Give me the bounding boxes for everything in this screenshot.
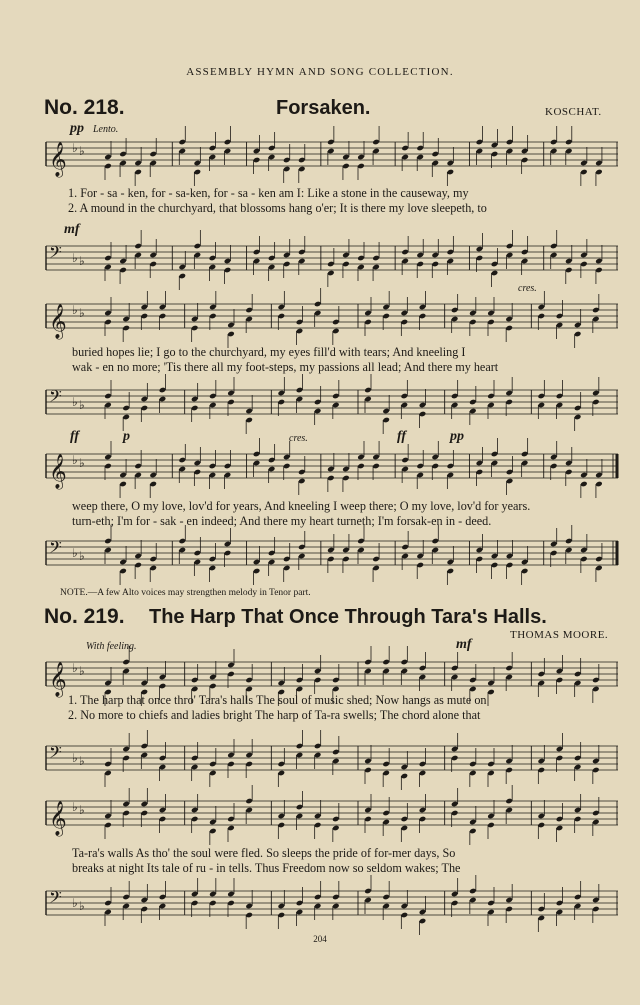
svg-text:♭: ♭ (72, 751, 78, 766)
svg-text:♭: ♭ (79, 549, 85, 564)
dynamic-p: p (123, 429, 130, 444)
svg-text:♭: ♭ (79, 899, 85, 914)
svg-text:♭: ♭ (72, 395, 78, 410)
hymn-219-title: The Harp That Once Through Tara's Halls. (149, 606, 547, 628)
tempo-marking: With feeling. (86, 641, 137, 652)
svg-text:𝄢: 𝄢 (49, 742, 62, 766)
lyric-line: breaks at night Its tale of ru - in tells. Thus Freedom now so seldom wakes; The (72, 861, 461, 875)
svg-text:♭: ♭ (79, 803, 85, 818)
svg-text:♭: ♭ (72, 141, 78, 156)
bass-staff-system-2 (38, 384, 618, 434)
svg-text:𝄢: 𝄢 (49, 242, 62, 266)
svg-text:♭: ♭ (79, 306, 85, 321)
svg-text:♭: ♭ (72, 661, 78, 676)
treble-staff-system-3 (38, 448, 618, 498)
hymn-219-author: THOMAS MOORE. (510, 629, 609, 641)
dynamic-cres: cres. (518, 283, 537, 294)
lyric-line: 1. The harp that once thro' Tara's halls The soul of music shed; Now hangs as mute on (68, 693, 487, 707)
lyric-line: buried hopes lie; I go to the churchyard, my eyes fill'd with tears; And kneeling I (72, 345, 466, 359)
svg-text:♭: ♭ (72, 251, 78, 266)
svg-text:♭: ♭ (72, 546, 78, 561)
lyric-line: 2. A mound in the churchyard, that blossoms hang o'er; It is there my love sleepeth, to (68, 201, 487, 215)
svg-text:♭: ♭ (72, 800, 78, 815)
dynamic-pp: pp (450, 429, 464, 444)
running-head: ASSEMBLY HYMN AND SONG COLLECTION. (186, 66, 454, 78)
lyric-line: Ta-ra's walls As tho' the soul were fled. So sleeps the pride of for-mer days, So (72, 846, 456, 860)
page-number: 204 (313, 934, 327, 944)
lyric-line: 1. For - sa - ken, for - sa-ken, for - sa - ken am I: Like a stone in the causeway, my (68, 186, 469, 200)
footnote: NOTE.—A few Alto voices may strengthen melody in Tenor part. (60, 588, 311, 598)
svg-text:𝄢: 𝄢 (49, 887, 62, 911)
svg-text:♭: ♭ (79, 664, 85, 679)
dynamic-pp: pp (70, 121, 84, 136)
bass-staff-system-3 (38, 535, 618, 585)
svg-text:𝄞: 𝄞 (49, 662, 67, 697)
dynamic-mf: mf (456, 637, 472, 652)
hymn-218-number: No. 218. (44, 96, 125, 119)
svg-text:𝄞: 𝄞 (49, 801, 67, 836)
svg-text:♭: ♭ (79, 456, 85, 471)
svg-text:♭: ♭ (79, 144, 85, 159)
svg-text:♭: ♭ (72, 453, 78, 468)
bass-staff-system-5 (38, 885, 618, 935)
dynamic-ff: ff (70, 429, 80, 444)
treble-staff-system-2 (38, 298, 618, 348)
svg-text:♭: ♭ (72, 896, 78, 911)
lyric-line: 2. No more to chiefs and ladies bright The harp of Ta-ra swells; The chord alone that (68, 708, 481, 722)
dynamic-cres: cres. (289, 433, 308, 444)
svg-text:𝄞: 𝄞 (49, 142, 67, 177)
hymn-218-title: Forsaken. (276, 97, 371, 119)
tempo-marking: Lento. (93, 124, 119, 135)
bass-staff-system-4 (38, 740, 618, 790)
lyric-line: wak - en no more; 'Tis there all my foot-steps, my passions all lead; And there my heart (72, 360, 499, 374)
svg-text:♭: ♭ (79, 254, 85, 269)
svg-text:𝄢: 𝄢 (49, 537, 62, 561)
svg-text:𝄞: 𝄞 (49, 304, 67, 339)
dynamic-ff: ff (397, 429, 407, 444)
treble-staff-system-1 (38, 136, 618, 186)
svg-text:♭: ♭ (79, 754, 85, 769)
svg-text:♭: ♭ (79, 398, 85, 413)
svg-text:𝄢: 𝄢 (49, 386, 62, 410)
svg-text:𝄞: 𝄞 (49, 454, 67, 489)
lyric-line: turn-eth; I'm for - sak - en indeed; And there my heart turneth; I'm forsak-en in - deed. (72, 514, 492, 528)
svg-text:♭: ♭ (72, 303, 78, 318)
dynamic-mf: mf (64, 222, 80, 237)
hymn-218-composer: KOSCHAT. (545, 106, 602, 118)
treble-staff-system-5 (38, 795, 618, 845)
lyric-line: weep there, O my love, lov'd for years, And kneeling I weep there; O my love, lov'd for years. (72, 499, 531, 513)
hymn-219-number: No. 219. (44, 605, 125, 628)
